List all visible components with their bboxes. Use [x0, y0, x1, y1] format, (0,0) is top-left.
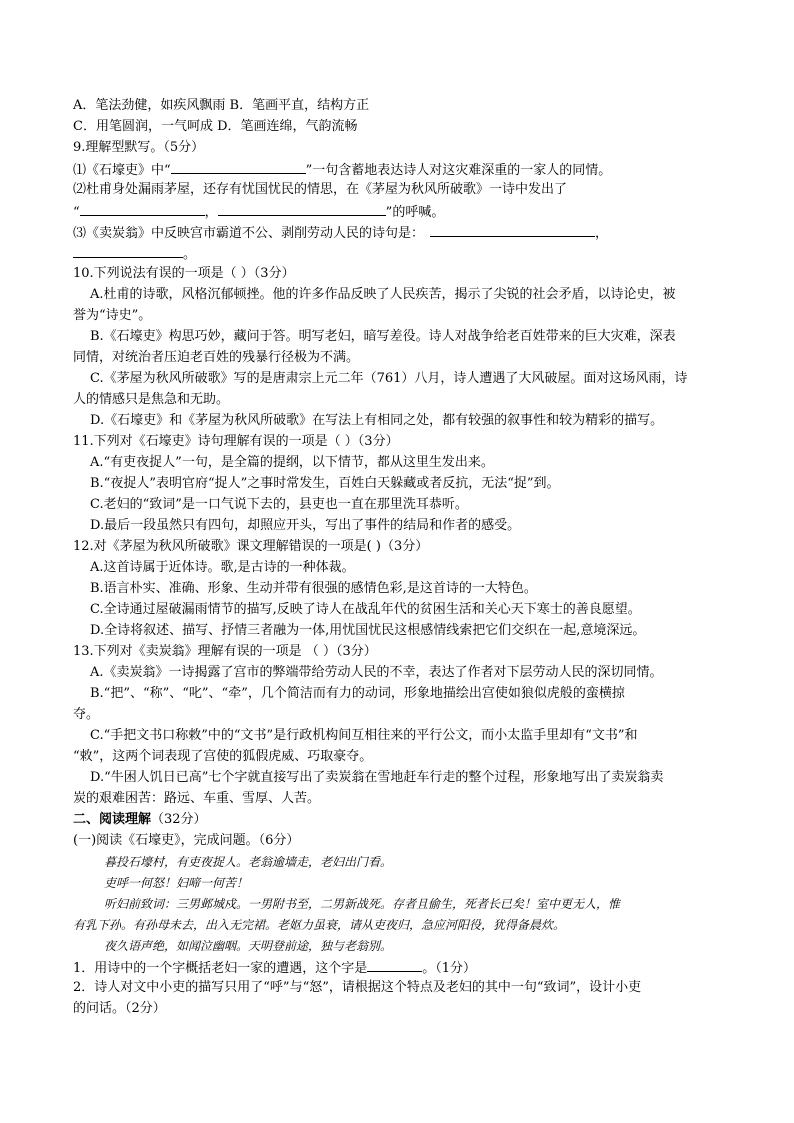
q10-option-b-line2: 同情，对统治者压迫老百姓的残暴行径极为不满。	[73, 350, 360, 365]
q13-option-c-line1: C.“手把文书口称敕”中的“文书”是行政机构间互相往来的平行公文，而小太监手里却有“文书”和	[90, 728, 638, 743]
section2-title: 二、阅读理解	[73, 812, 152, 827]
q9-item1	[73, 160, 611, 180]
q9-blank-4[interactable]	[430, 223, 595, 237]
reading-q1-blank[interactable]	[367, 958, 422, 972]
q10-option-b-line1: B.《石壕吏》构思巧妙，藏问于答。明写老妇，暗写差役。诗人对战争给老百姓带来的巨大灾难，深表	[90, 329, 676, 344]
q9-item3-line2	[73, 244, 196, 264]
q9-item2-text-b: ，	[204, 205, 218, 220]
q9-blank-5[interactable]	[73, 244, 183, 258]
poem-line2: 吏呼一何怒！妇啼一何苦！	[104, 876, 249, 890]
section2-sub1: (一)阅读《石壕吏》，完成问题。（6分）	[73, 833, 300, 848]
q13-option-d-line2: 炭的艰难困苦：路远、车重、雪厚、人苦。	[73, 791, 321, 806]
q8-options-row2: C．用笔圆润，一气呵成 D．笔画连绵，气韵流畅	[73, 119, 358, 134]
q9-item3-text-c: 。	[183, 247, 197, 262]
q9-item1-text-b: ”一句含蓄地表达诗人对这灾难深重的一家人的同情。	[305, 163, 612, 178]
q9-item3-line1	[73, 223, 608, 243]
q13-option-c-line2: “敕”，这两个词表现了宫使的狐假虎威、巧取豪夺。	[73, 749, 373, 764]
q10-option-a-line2: 誉为“诗史”。	[73, 308, 152, 323]
q10-title: 10.下列说法有误的一项是（ ）（3分）	[73, 266, 295, 281]
q9-item2-text-c: ”的呼喊。	[385, 205, 445, 220]
q13-option-d-line1: D.“牛困人饥日已高”七个字就直接写出了卖炭翁在雪地赶车行走的整个过程，形象地写出了卖炭翁卖	[90, 770, 664, 785]
reading-q2-line2: 的问话。（2分）	[73, 1001, 166, 1016]
q8-options-row1: A．笔法劲健，如疾风飘雨 B．笔画平直，结构方正	[73, 98, 370, 113]
reading-q1-text-a: 1．用诗中的一个字概括老妇一家的遭遇，这个字是	[73, 961, 368, 976]
q9-item3-text-a: ⑶《卖炭翁》中反映宫市霸道不公、剥削劳动人民的诗句是：	[73, 226, 425, 241]
q10-option-c-line1: C.《茅屋为秋风所破歌》写的是唐肃宗上元二年（761）八月，诗人遭遇了大风破屋。面对这场风雨，诗	[90, 371, 688, 386]
q9-item2-line2	[73, 202, 444, 222]
q11-option-c: C.老妇的“致词”是一口气说下去的，县吏也一直在那里洗耳恭听。	[90, 497, 468, 512]
reading-q2-line1: 2．诗人对文中小吏的描写只用了“呼”与“怒”，请根据这个特点及老妇的其中一句“致词”，设计小吏	[73, 980, 642, 995]
poem-line4: 有乳下孙。有孙母未去，出入无完裙。老妪力虽衰，请从吏夜归，急应河阳役，犹得备晨炊。	[73, 918, 566, 932]
q12-title: 12.对《茅屋为秋风所破歌》课文理解错误的一项是( )（3分）	[73, 539, 429, 554]
reading-q1	[73, 958, 476, 978]
q10-option-c-line2: 人的情感只是焦急和无助。	[73, 392, 230, 407]
q13-option-b-line1: B.“把”、“称”、“叱”、“牵”，几个简洁而有力的动词，形象地描绘出宫使如狼似虎般的蛮横掠	[90, 686, 625, 701]
q11-option-d: D.最后一段虽然只有四句，却照应开头，写出了事件的结局和作者的感受。	[90, 518, 521, 533]
q9-item1-text-a: ⑴《石壕吏》中“	[73, 163, 171, 178]
q12-option-a: A.这首诗属于近体诗。歌,是古诗的一种体裁。	[90, 560, 355, 575]
q12-option-d: D.全诗将叙述、描写、抒情三者融为一体,用忧国忧民这根感情线索把它们交织在一起,意境深远。	[90, 623, 646, 638]
q10-option-d: D.《石壕吏》和《茅屋为秋风所破歌》在写法上有相同之处，都有较强的叙事性和较为精彩的描写。	[90, 413, 664, 428]
q11-option-a: A.“有吏夜捉人”一句，是全篇的提纲，以下情节，都从这里生发出来。	[90, 455, 494, 470]
q13-title: 13.下列对《卖炭翁》理解有误的一项是 （ ）（3分）	[73, 644, 377, 659]
poem-line3: 听妇前致词：三男邺城戍。一男附书至，二男新战死。存者且偷生，死者长已矣！室中更无人，惟	[104, 897, 621, 911]
q12-option-b: B.语言朴实、准确、形象、生动并带有很强的感情色彩,是这首诗的一大特色。	[90, 581, 537, 596]
poem-line1: 暮投石壕村，有吏夜捉人。老翁逾墙走，老妇出门看。	[104, 855, 393, 869]
q11-title: 11.下列对《石壕吏》诗句理解有误的一项是（ ）（3分）	[73, 434, 399, 449]
q9-item3-text-b: ，	[595, 226, 609, 241]
section2-heading	[73, 811, 207, 829]
q9-blank-3[interactable]	[218, 202, 386, 216]
q12-option-c: C.全诗通过屋破漏雨情节的描写,反映了诗人在战乱年代的贫困生活和关心天下寒士的善良愿望。	[90, 602, 641, 617]
reading-q1-text-b: 。（1分）	[422, 961, 477, 976]
q9-blank-2[interactable]	[80, 202, 205, 216]
q10-option-a-line1: A.杜甫的诗歌，风格沉郁顿挫。他的许多作品反映了人民疾苦，揭示了尖锐的社会矛盾，以诗论史，被	[90, 287, 676, 302]
q9-title: 9.理解型默写。（5分）	[73, 140, 205, 155]
q13-option-a: A.《卖炭翁》一诗揭露了宫市的弊端带给劳动人民的不幸，表达了作者对下层劳动人民的深切同情。	[90, 665, 663, 680]
section2-score: （32分）	[151, 812, 207, 827]
q13-option-b-line2: 夺。	[73, 707, 100, 722]
q9-item2-text-a: “	[73, 205, 80, 220]
q9-blank-1[interactable]	[171, 160, 306, 174]
q11-option-b: B.“夜捉人”表明官府“捉人”之事时常发生，百姓白天躲藏或者反抗，无法“捉”到。	[90, 476, 560, 491]
q9-item2-line1: ⑵杜甫身处漏雨茅屋，还存有忧国忧民的情思，在《茅屋为秋风所破歌》一诗中发出了	[73, 182, 568, 197]
poem-line5: 夜久语声绝，如闻泣幽咽。天明登前途，独与老翁别。	[104, 939, 393, 953]
